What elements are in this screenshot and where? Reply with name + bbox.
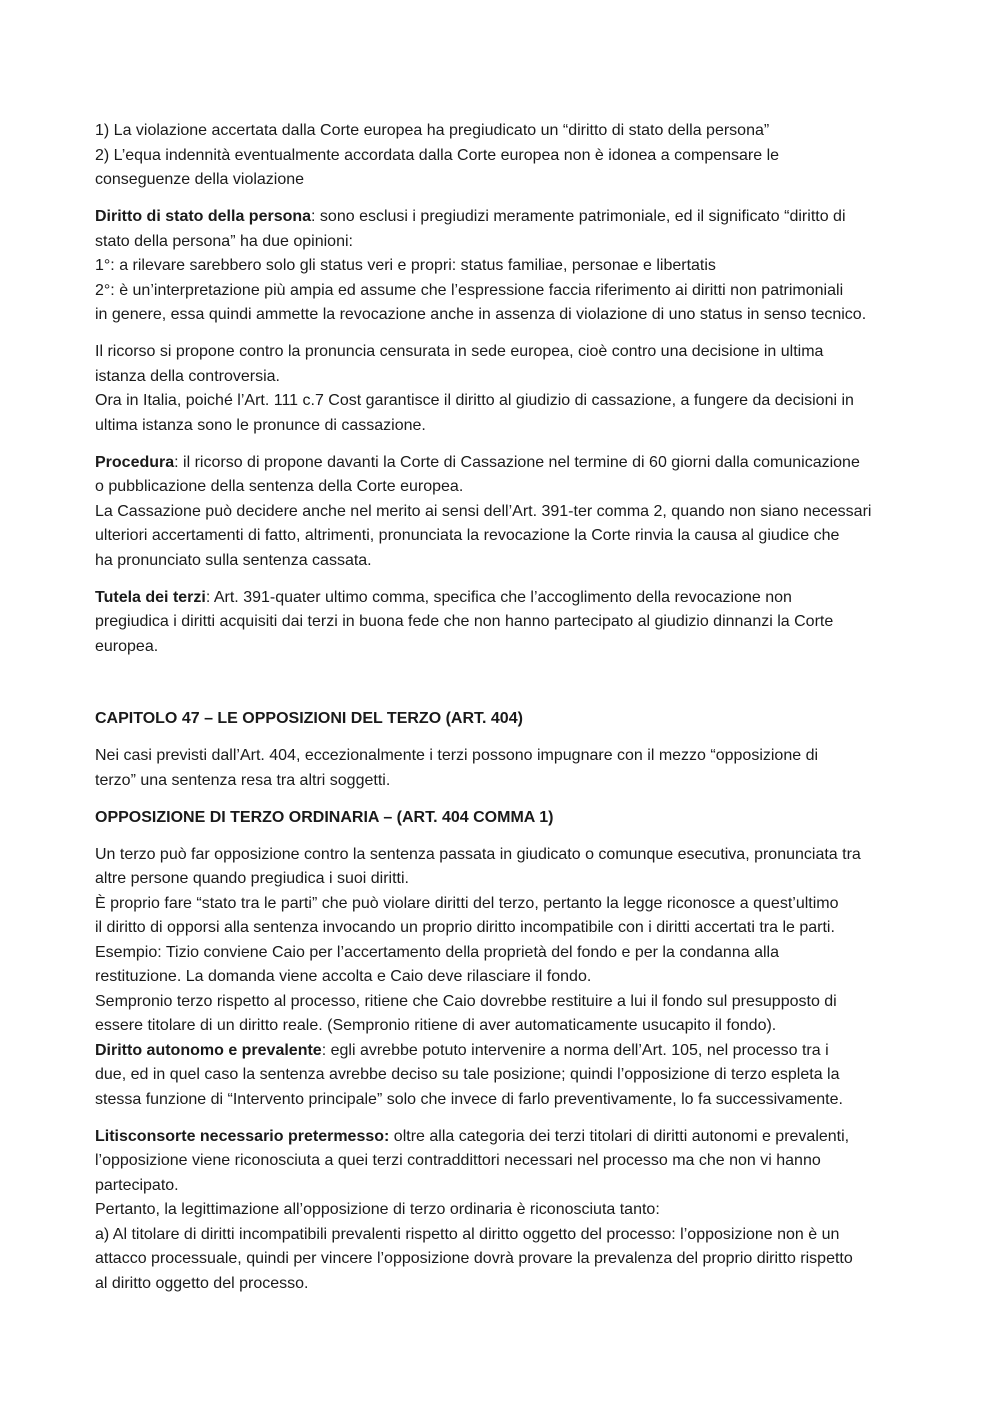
bold-term: Diritto di stato della persona xyxy=(95,208,312,225)
text-line: È proprio fare “stato tra le parti” che può violare diritti del terzo, pertanto la legge riconosce a quest’ultimo xyxy=(95,894,839,912)
text-line xyxy=(95,1039,907,1064)
document-page xyxy=(95,119,907,1309)
chapter-title: CAPITOLO 47 – LE OPPOSIZIONI DEL TERZO (ART. 404) xyxy=(95,710,523,727)
text-line: o pubblicazione della sentenza della Corte europea. xyxy=(95,478,464,495)
text-line: ultima istanza sono le pronunce di cassazione. xyxy=(95,416,426,434)
text-run: oltre alla categoria dei terzi titolari di diritti autonomi e prevalenti, xyxy=(389,1127,850,1145)
paragraph-procedura xyxy=(95,451,907,574)
bold-term: Procedura xyxy=(95,453,175,471)
text-line: 2°: è un’interpretazione più ampia ed assume che l’espressione faccia riferimento ai diritti non patrimoniali xyxy=(95,281,844,299)
text-line: in genere, essa quindi ammette la revocazione anche in assenza di violazione di uno status in senso tecnico. xyxy=(95,306,867,323)
bold-term: Diritto autonomo e prevalente xyxy=(95,1041,322,1059)
text-line: Nei casi previsti dall’Art. 404, eccezionalmente i terzi possono impugnare con il mezzo “opposizione di xyxy=(95,747,819,764)
text-line xyxy=(95,451,907,476)
paragraph-diritto-di-stato xyxy=(95,205,907,328)
paragraph-intro-opposizioni xyxy=(95,744,907,793)
text-line: al diritto oggetto del processo. xyxy=(95,1274,309,1292)
text-line: 2) L’equa indennità eventualmente accordata dalla Corte europea non è idonea a compensare le xyxy=(95,146,780,164)
text-line: stato della persona” ha due opinioni: xyxy=(95,232,353,250)
text-line: istanza della controversia. xyxy=(95,367,280,385)
text-line: a) Al titolare di diritti incompatibili prevalenti rispetto al diritto oggetto del processo: l’opposizione non è un xyxy=(95,1225,840,1243)
text-line: conseguenze della violazione xyxy=(95,171,305,188)
text-line: 1°: a rilevare sarebbero solo gli status veri e propri: status familiae, personae e libertatis xyxy=(95,257,716,274)
text-line xyxy=(95,205,907,230)
text-line: l’opposizione viene riconosciuta a quei terzi contraddittori necessari nel processo ma che non vi hanno xyxy=(95,1152,821,1169)
text-line: Il ricorso si propone contro la pronuncia censurata in sede europea, cioè contro una decisione in ultima xyxy=(95,343,824,360)
text-run: : sono esclusi i pregiudizi meramente patrimoniale, ed il significato “diritto di xyxy=(311,208,846,225)
text-line: terzo” una sentenza resa tra altri soggetti. xyxy=(95,771,391,789)
bold-term: Litisconsorte necessario pretermesso: xyxy=(95,1127,390,1145)
text-run: : egli avrebbe potuto intervenire a norma dell’Art. 105, nel processo tra i xyxy=(321,1041,829,1059)
text-line: attacco processuale, quindi per vincere l’opposizione dovrà provare la prevalenza del proprio diritto rispetto xyxy=(95,1250,853,1267)
text-line: ha pronunciato sulla sentenza cassata. xyxy=(95,551,372,569)
bold-term: Tutela dei terzi xyxy=(95,588,206,606)
text-line: partecipato. xyxy=(95,1176,179,1194)
paragraph-conditions xyxy=(95,119,907,193)
text-run: : Art. 391-quater ultimo comma, specifica che l’accoglimento della revocazione non xyxy=(205,588,792,606)
text-line: restituzione. La domanda viene accolta e Caio deve rilasciare il fondo. xyxy=(95,968,592,985)
paragraph-ricorso xyxy=(95,340,907,438)
text-line: stessa funzione di “Intervento principale” solo che invece di farlo preventivamente, lo fa successivamente. xyxy=(95,1090,843,1108)
text-line: altre persone quando pregiudica i suoi diritti. xyxy=(95,870,409,887)
text-line: due, ed in quel caso la sentenza avrebbe deciso su tale posizione; quindi l’opposizione di terzo espleta la xyxy=(95,1066,840,1083)
text-line: pregiudica i diritti acquisiti dai terzi in buona fede che non hanno partecipato al giudizio dinnanzi la Corte xyxy=(95,613,834,630)
section-title: OPPOSIZIONE DI TERZO ORDINARIA – (ART. 404 COMMA 1) xyxy=(95,808,554,826)
text-line: 1) La violazione accertata dalla Corte europea ha pregiudicato un “diritto di stato della persona” xyxy=(95,122,770,139)
paragraph-tutela-terzi xyxy=(95,586,907,660)
paragraph-litisconsorte xyxy=(95,1125,907,1297)
text-line xyxy=(95,586,907,611)
paragraph-opposizione-ordinaria xyxy=(95,843,907,1113)
text-line: essere titolare di un diritto reale. (Sempronio ritiene di aver automaticamente usucapito il fondo). xyxy=(95,1017,777,1034)
text-line xyxy=(95,1125,907,1150)
text-line: La Cassazione può decidere anche nel merito ai sensi dell’Art. 391-ter comma 2, quando non siano necessari xyxy=(95,502,872,520)
text-line: Pertanto, la legittimazione all’opposizione di terzo ordinaria è riconosciuta tanto: xyxy=(95,1201,660,1218)
text-line: Esempio: Tizio conviene Caio per l’accertamento della proprietà del fondo e per la condanna alla xyxy=(95,943,779,961)
text-run: : il ricorso di propone davanti la Corte di Cassazione nel termine di 60 giorni dalla comunicazione xyxy=(174,453,860,471)
text-line: il diritto di opporsi alla sentenza invocando un proprio diritto incompatibile con i diritti accertati tra le parti. xyxy=(95,919,835,936)
text-line: ulteriori accertamenti di fatto, altrimenti, pronunciata la revocazione la Corte rinvia la causa al giudice che xyxy=(95,527,840,544)
text-line: europea. xyxy=(95,637,159,655)
text-line: Un terzo può far opposizione contro la sentenza passata in giudicato o comunque esecutiva, pronunciata tra xyxy=(95,845,861,863)
text-line: Sempronio terzo rispetto al processo, ritiene che Caio dovrebbe restituire a lui il fondo sul presupposto di xyxy=(95,992,837,1010)
text-line: Ora in Italia, poiché l’Art. 111 c.7 Cost garantisce il diritto al giudizio di cassazione, a fungere da decisioni in xyxy=(95,392,854,409)
